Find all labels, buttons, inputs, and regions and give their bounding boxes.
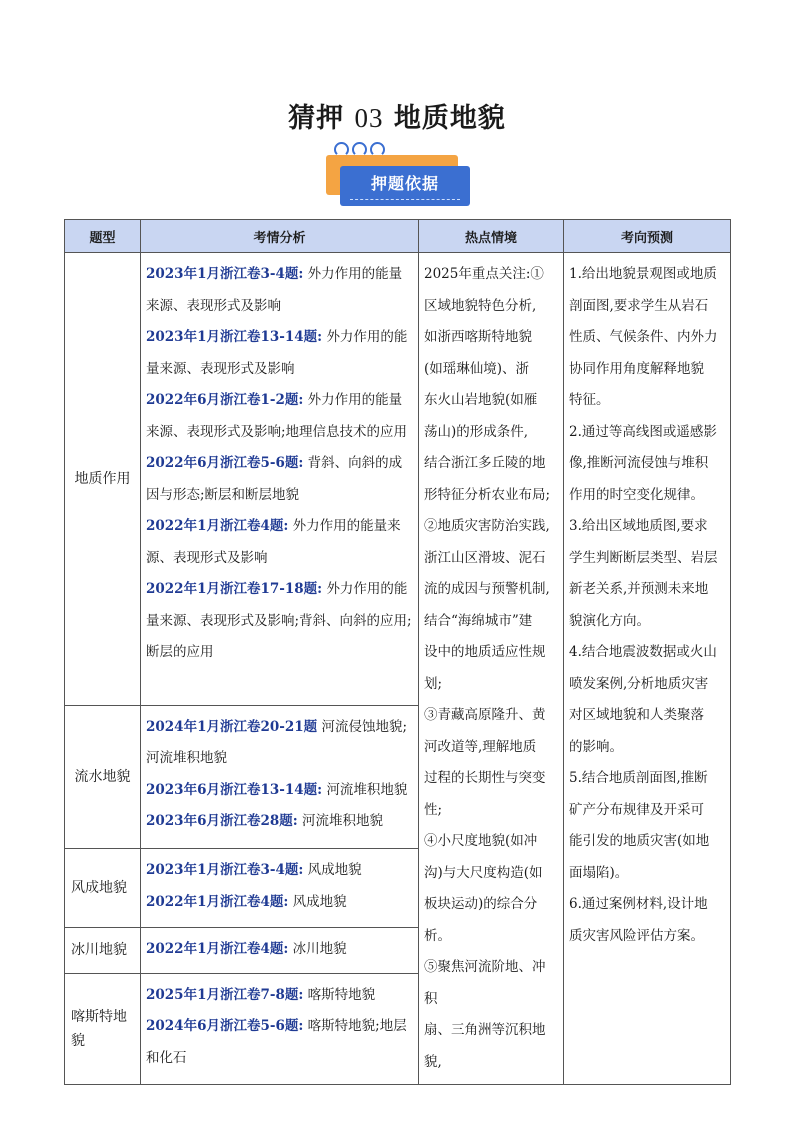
- forecast-line: 的影响。: [569, 738, 623, 755]
- hotspot-line: 沟)与大尺度构造(如: [424, 864, 543, 881]
- hotspot-line: 浙江山区滑坡、泥石: [424, 549, 546, 566]
- list-item: [146, 980, 413, 1012]
- forecast-line: 喷发案例,分析地质灾害: [569, 675, 709, 692]
- list-item: [146, 775, 413, 807]
- analysis-table: [64, 219, 731, 1085]
- list-item: [146, 259, 413, 322]
- exam-desc: 喀斯特地貌: [307, 986, 376, 1003]
- forecast-line: 4.结合地震波数据或火山: [569, 644, 717, 660]
- forecast-line: 特征。: [569, 392, 610, 408]
- forecast-line: 5.结合地质剖面图,推断: [569, 770, 708, 786]
- list-item: [146, 448, 413, 511]
- hotspot-line: 如浙西喀斯特地貌: [424, 329, 532, 345]
- hotspot-line: 划;: [424, 675, 443, 692]
- exam-ref: 2022年1月浙江卷4题:: [146, 893, 289, 910]
- analysis-cell: [141, 927, 419, 973]
- exam-desc: 背斜、向斜的成因与形态;断层和断层地貌: [146, 455, 403, 503]
- forecast-line: 对区域地貌和人类聚落: [569, 707, 704, 723]
- forecast-line: 1.给出地貌景观图或地质: [569, 266, 717, 282]
- analysis-cell: [141, 973, 419, 1084]
- forecast-line: 学生判断断层类型、岩层: [569, 549, 718, 566]
- forecast-line: 矿产分布规律及开采可: [569, 801, 704, 818]
- hotspot-line: 析。: [424, 927, 451, 944]
- hotspot-line: 形特征分析农业布局;: [424, 486, 551, 503]
- title-number: 03: [354, 103, 384, 133]
- section-badge: [324, 142, 472, 214]
- exam-ref: 2022年1月浙江卷17-18题:: [146, 581, 323, 597]
- hotspot-line: 扇、三角洲等沉积地貌,: [424, 1022, 546, 1070]
- exam-desc: 外力作用的能量来源、表现形式及影响: [146, 266, 403, 314]
- exam-desc: 外力作用的能量来源、表现形式及影响: [146, 329, 408, 377]
- column-header: 热点情境: [419, 220, 564, 253]
- title-suffix: 地质地貌: [393, 103, 506, 134]
- type-cell: 冰川地貌: [65, 927, 141, 973]
- exam-desc: 外力作用的能量来源、表现形式及影响;地理信息技术的应用: [146, 392, 408, 440]
- exam-desc: 喀斯特地貌;地层和化石: [146, 1018, 407, 1066]
- exam-desc: 风成地貌: [292, 893, 347, 910]
- page-title: [0, 96, 794, 135]
- list-item: [146, 887, 413, 919]
- hotspot-line: 设中的地质适应性规: [424, 644, 546, 660]
- badge-label: [340, 166, 470, 206]
- exam-ref: 2022年6月浙江卷5-6题:: [146, 455, 304, 471]
- title-prefix: 猜押: [288, 103, 345, 134]
- exam-desc: 风成地貌: [307, 862, 362, 879]
- hotspot-line: ②地质灾害防治实践,: [424, 518, 550, 534]
- list-item: [146, 1011, 413, 1074]
- forecast-line: 协同作用角度解释地貌: [569, 360, 704, 377]
- exam-ref: 2023年6月浙江卷28题:: [146, 813, 298, 830]
- hotspot-line: 流的成因与预警机制,: [424, 581, 550, 597]
- hotspot-line: 结合“海绵城市”建: [424, 612, 533, 629]
- analysis-cell: [141, 849, 419, 928]
- hotspot-line: 结合浙江多丘陵的地: [424, 455, 546, 471]
- list-item: [146, 712, 413, 775]
- exam-desc: 河流侵蚀地貌;河流堆积地貌: [146, 718, 408, 767]
- forecast-line: 作用的时空变化规律。: [569, 486, 704, 503]
- exam-ref: 2022年1月浙江卷4题:: [146, 940, 289, 957]
- hotspot-line: 东火山岩地貌(如雁: [424, 392, 538, 408]
- hotspot-line: (如瑶琳仙境)、浙: [424, 360, 530, 377]
- badge-text: 押题依据: [370, 174, 439, 193]
- hotspot-line: 性;: [424, 801, 443, 818]
- list-item: [146, 934, 413, 966]
- exam-desc: 河流堆积地貌: [302, 813, 384, 830]
- column-header: 考情分析: [141, 220, 419, 253]
- forecast-line: 像,推断河流侵蚀与堆积: [569, 455, 709, 471]
- list-item: [146, 855, 413, 887]
- list-item: [146, 574, 413, 669]
- forecast-line: 性质、气候条件、内外力: [569, 329, 718, 345]
- exam-ref: 2023年6月浙江卷13-14题:: [146, 781, 323, 798]
- type-cell: 风成地貌: [65, 849, 141, 928]
- exam-ref: 2023年1月浙江卷3-4题:: [146, 266, 304, 282]
- column-header: 题型: [65, 220, 141, 253]
- hotspot-line: 荡山)的形成条件,: [424, 423, 529, 440]
- column-header: 考向预测: [564, 220, 731, 253]
- hotspot-line: 过程的长期性与突变: [424, 770, 546, 786]
- analysis-cell: [141, 253, 419, 706]
- exam-desc: 河流堆积地貌: [326, 781, 408, 798]
- exam-ref: 2024年1月浙江卷20-21题: [146, 718, 318, 735]
- hotspot-line: 河改道等,理解地质: [424, 738, 537, 755]
- forecast-line: 能引发的地质灾害(如地: [569, 833, 710, 849]
- exam-ref: 2024年6月浙江卷5-6题:: [146, 1018, 304, 1035]
- hotspot-line: 区域地貌特色分析,: [424, 297, 537, 314]
- forecast-cell: [564, 253, 731, 1085]
- type-cell: 喀斯特地貌: [65, 973, 141, 1084]
- exam-desc: 冰川地貌: [292, 940, 347, 957]
- exam-ref: 2025年1月浙江卷7-8题:: [146, 986, 304, 1003]
- badge-dash-line: [350, 199, 460, 200]
- exam-desc: 外力作用的能量来源、表现形式及影响: [146, 518, 401, 566]
- analysis-cell: [141, 705, 419, 849]
- exam-ref: 2022年6月浙江卷1-2题:: [146, 392, 304, 408]
- hotspot-line: ③青藏高原隆升、黄: [424, 707, 546, 723]
- exam-desc: 外力作用的能量来源、表现形式及影响;背斜、向斜的应用;断层的应用: [146, 581, 412, 660]
- list-item: [146, 322, 413, 385]
- exam-ref: 2023年1月浙江卷3-4题:: [146, 862, 304, 879]
- hotspot-line: 板块运动)的综合分: [424, 896, 538, 912]
- exam-ref: 2023年1月浙江卷13-14题:: [146, 329, 323, 345]
- forecast-line: 剖面图,要求学生从岩石: [569, 297, 709, 314]
- table-header-row: [65, 220, 731, 253]
- hotspot-line: 2025年重点关注:①: [424, 266, 544, 282]
- table-row: [65, 253, 731, 706]
- forecast-line: 6.通过案例材料,设计地: [569, 896, 708, 912]
- list-item: [146, 385, 413, 448]
- hotspot-line: ④小尺度地貌(如冲: [424, 833, 538, 849]
- type-cell: 流水地貌: [65, 705, 141, 849]
- forecast-line: 面塌陷)。: [569, 864, 629, 881]
- forecast-line: 2.通过等高线图或遥感影: [569, 423, 717, 440]
- hotspot-line: ⑤聚焦河流阶地、冲积: [424, 959, 546, 1007]
- exam-ref: 2022年1月浙江卷4题:: [146, 518, 289, 534]
- list-item: [146, 511, 413, 574]
- list-item: [146, 806, 413, 838]
- type-cell: 地质作用: [65, 253, 141, 706]
- forecast-line: 貌演化方向。: [569, 612, 650, 629]
- forecast-line: 质灾害风险评估方案。: [569, 927, 704, 944]
- forecast-line: 新老关系,并预测未来地: [569, 581, 709, 597]
- hotspot-cell: [419, 253, 564, 1085]
- forecast-line: 3.给出区域地质图,要求: [569, 518, 708, 534]
